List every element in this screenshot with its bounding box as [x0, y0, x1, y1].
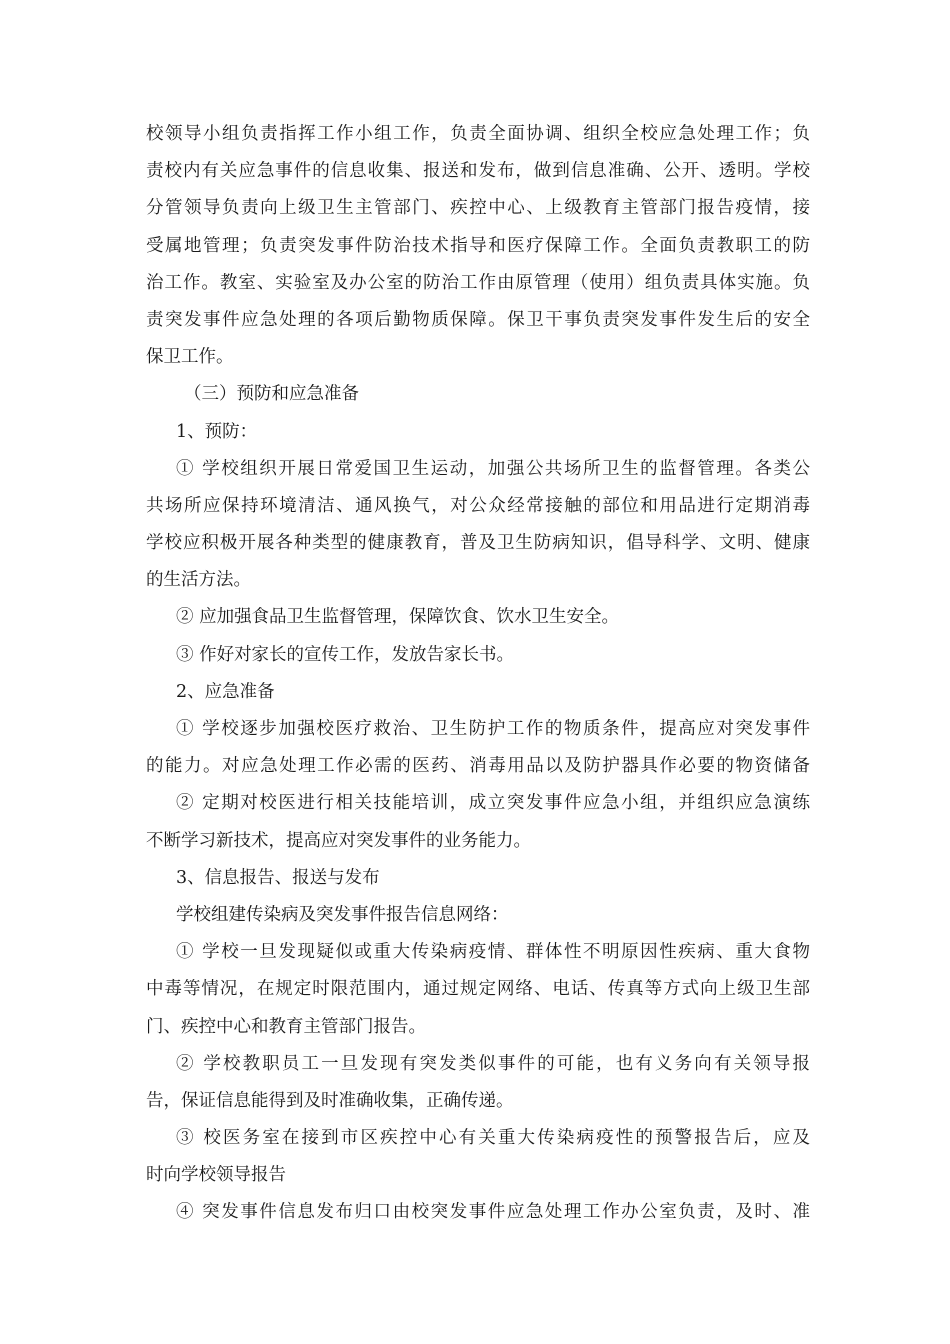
paragraph-line: 学校应积极开展各种类型的健康教育，普及卫生防病知识，倡导科学、文明、健康 [146, 533, 810, 554]
paragraph-line: 不断学习新技术，提高应对突发事件的业务能力。 [146, 830, 531, 851]
section-heading: （三）预防和应急准备 [184, 384, 359, 405]
list-item: ③ 校医务室在接到市区疾控中心有关重大传染病疫性的预警报告后，应及 [176, 1128, 810, 1149]
paragraph-line: 的生活方法。 [146, 570, 251, 591]
list-item: ① 学校一旦发现疑似或重大传染病疫情、群体性不明原因性疾病、重大食物 [176, 942, 810, 963]
paragraph-line: 受属地管理；负责突发事件防治技术指导和医疗保障工作。全面负责教职工的防 [146, 235, 810, 256]
paragraph-line: 保卫工作。 [146, 347, 234, 368]
list-item: ① 学校组织开展日常爱国卫生运动，加强公共场所卫生的监督管理。各类公 [176, 458, 810, 479]
document-body [146, 116, 810, 1232]
paragraph-line: 时向学校领导报告 [146, 1165, 286, 1186]
paragraph-line: 的能力。对应急处理工作必需的医药、消毒用品以及防护器具作必要的物资储备 [146, 756, 810, 777]
paragraph-line: 责校内有关应急事件的信息收集、报送和发布，做到信息准确、公开、透明。学校 [146, 161, 810, 182]
paragraph-line: 责突发事件应急处理的各项后勤物质保障。保卫干事负责突发事件发生后的安全 [146, 309, 810, 330]
list-item: ③ 作好对家长的宣传工作，发放告家长书。 [176, 644, 515, 665]
subsection-heading: 1、预防： [176, 421, 258, 442]
subsection-heading: 3、信息报告、报送与发布 [176, 867, 380, 888]
list-item: ② 定期对校医进行相关技能培训，成立突发事件应急小组，并组织应急演练 [176, 793, 810, 814]
subsection-heading: 2、应急准备 [176, 681, 275, 702]
paragraph-line: 共场所应保持环境清洁、通风换气，对公众经常接触的部位和用品进行定期消毒 [146, 495, 810, 516]
list-item: ② 应加强食品卫生监督管理，保障饮食、饮水卫生安全。 [176, 607, 620, 628]
paragraph-line: 学校组建传染病及突发事件报告信息网络： [176, 904, 509, 925]
list-item: ④ 突发事件信息发布归口由校突发事件应急处理工作办公室负责，及时、准 [176, 1202, 810, 1223]
paragraph-line: 告，保证信息能得到及时准确收集，正确传递。 [146, 1090, 514, 1111]
paragraph-line: 校领导小组负责指挥工作小组工作，负责全面协调、组织全校应急处理工作；负 [146, 124, 810, 144]
paragraph-line: 治工作。教室、实验室及办公室的防治工作由原管理（使用）组负责具体实施。负 [146, 272, 810, 293]
paragraph-line: 中毒等情况，在规定时限范围内，通过规定网络、电话、传真等方式向上级卫生部 [146, 979, 810, 1000]
paragraph-line: 分管领导负责向上级卫生主管部门、疾控中心、上级教育主管部门报告疫情，接 [146, 198, 810, 219]
paragraph-line: 门、疾控中心和教育主管部门报告。 [146, 1016, 426, 1037]
list-item: ② 学校教职员工一旦发现有突发类似事件的可能，也有义务向有关领导报 [176, 1053, 810, 1074]
list-item: ① 学校逐步加强校医疗救治、卫生防护工作的物质条件，提高应对突发事件 [176, 719, 810, 739]
